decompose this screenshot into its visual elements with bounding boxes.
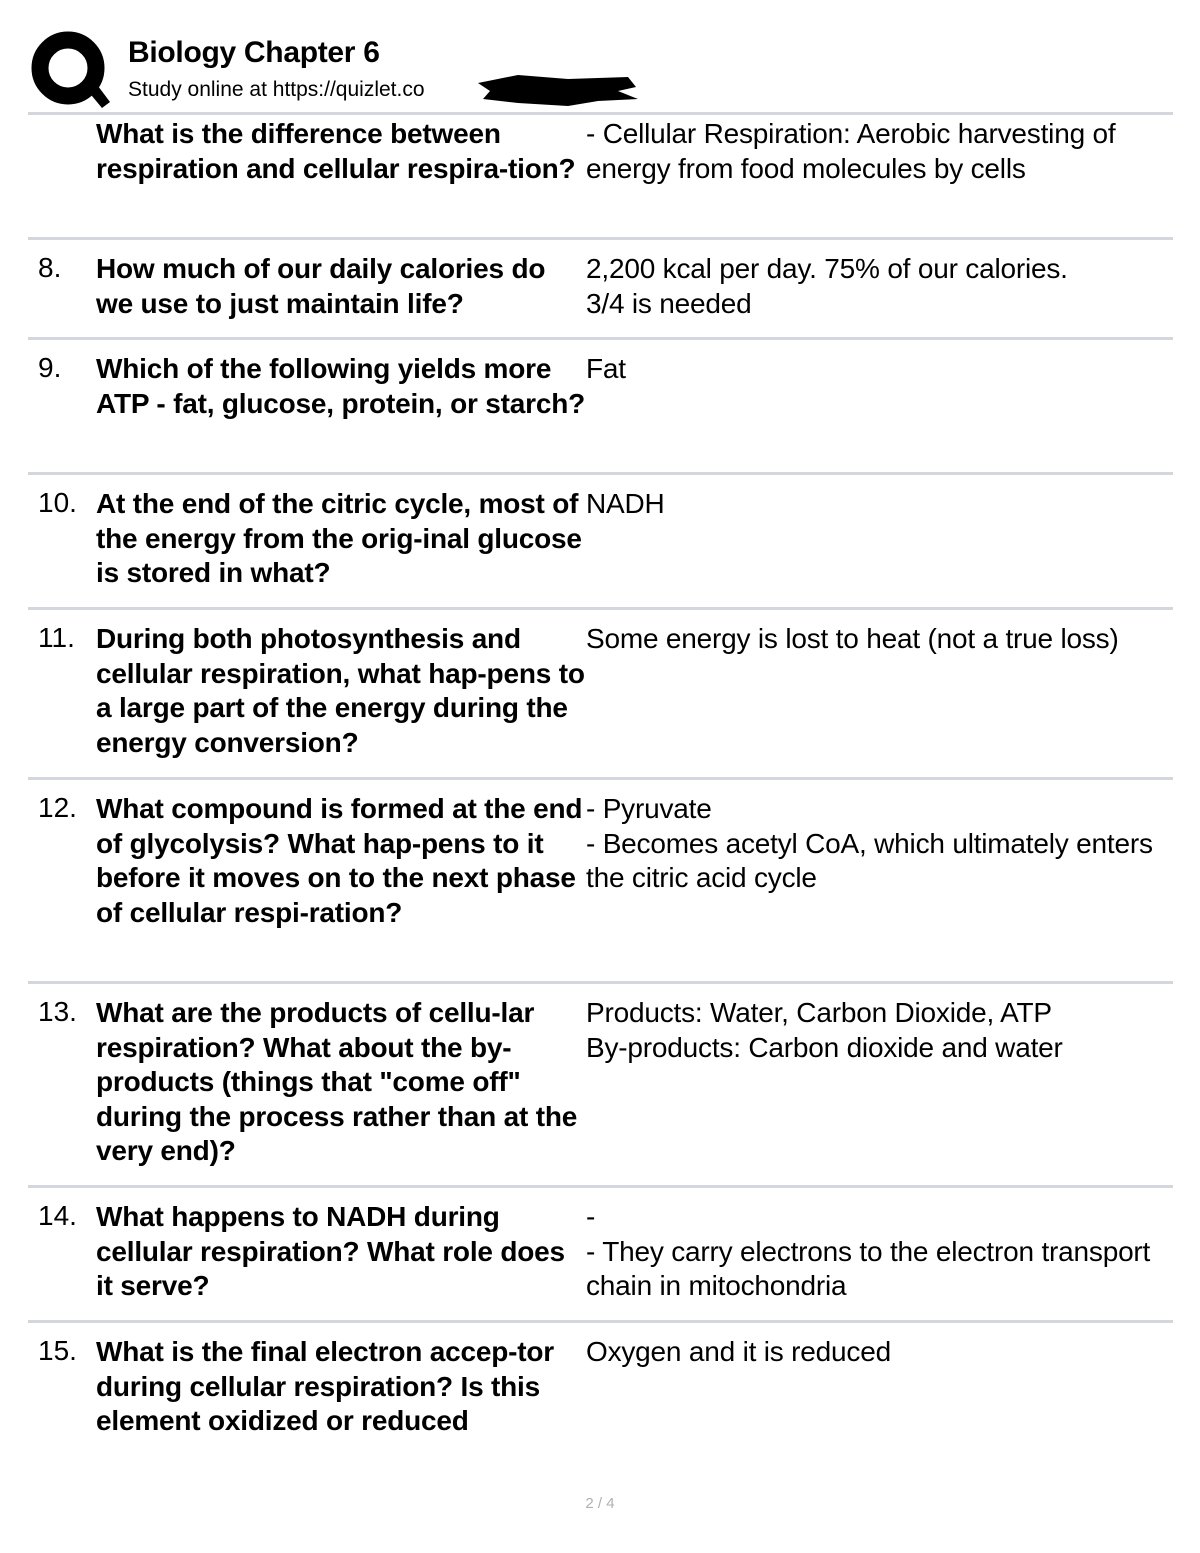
card-question: What are the products of cellu-lar respiration? What about the by-products (things that "come off" during the process rather than at the very end)? — [96, 997, 578, 1166]
card-number: 15. — [38, 1335, 77, 1366]
flashcard-row — [28, 610, 1173, 777]
card-question: At the end of the citric cycle, most of the energy from the orig-inal glucose is stored in what? — [96, 488, 582, 588]
flashcard-row — [28, 475, 1173, 607]
card-number: 14. — [38, 1200, 77, 1231]
card-answer: Oxygen and it is reduced — [586, 1336, 891, 1367]
card-number: 11. — [38, 622, 75, 653]
card-answer: - Pyruvate - Becomes acetyl CoA, which ultimately enters the citric acid cycle — [586, 793, 1153, 893]
set-title: Biology Chapter 6 — [128, 36, 380, 69]
flashcard-row — [28, 240, 1173, 337]
study-online-url[interactable]: Study online at https://quizlet.co — [128, 78, 425, 101]
card-number: 10. — [38, 487, 77, 518]
card-answer: - - They carry electrons to the electron transport chain in mitochondria — [586, 1201, 1151, 1301]
card-question: During both photosynthesis and cellular respiration, what hap-pens to a large part of the energy during the energy conversion? — [96, 623, 585, 758]
page-header — [30, 28, 1180, 108]
card-answer: Products: Water, Carbon Dioxide, ATP By-products: Carbon dioxide and water — [586, 997, 1063, 1063]
flashcard-list — [28, 112, 1173, 1463]
flashcard-row — [28, 984, 1173, 1185]
card-question: How much of our daily calories do we use to just maintain life? — [96, 253, 546, 319]
flashcard-row — [28, 780, 1173, 981]
card-number: 9. — [38, 352, 62, 383]
card-question: What happens to NADH during cellular respiration? What role does it serve? — [96, 1201, 565, 1301]
flashcard-row — [28, 340, 1173, 472]
card-question: What is the final electron accep-tor during cellular respiration? Is this element oxidized or reduced — [96, 1336, 554, 1436]
card-question: Which of the following yields more ATP - fat, glucose, protein, or starch? — [96, 353, 586, 419]
flashcard-row — [28, 1188, 1173, 1320]
card-answer: NADH — [586, 488, 665, 519]
flashcard-row — [28, 115, 1173, 237]
card-number: 12. — [38, 792, 77, 823]
card-number: 13. — [38, 996, 77, 1027]
flashcard-row — [28, 1323, 1173, 1463]
card-question: What is the difference between respiration and cellular respira-tion? — [96, 118, 576, 184]
redaction-mark — [478, 73, 638, 107]
card-answer: Fat — [586, 353, 626, 384]
card-answer: 2,200 kcal per day. 75% of our calories. 3/4 is needed — [586, 253, 1068, 319]
page-number: 2 / 4 — [585, 1495, 615, 1512]
card-number: 8. — [38, 252, 62, 283]
card-question: What compound is formed at the end of glycolysis? What hap-pens to it before it moves on to the next phase of cellular respi-ration? — [96, 793, 583, 928]
quizlet-logo-icon — [30, 30, 110, 110]
card-answer: Some energy is lost to heat (not a true loss) — [586, 623, 1119, 654]
card-answer: - Cellular Respiration: Aerobic harvesting of energy from food molecules by cells — [586, 118, 1116, 184]
